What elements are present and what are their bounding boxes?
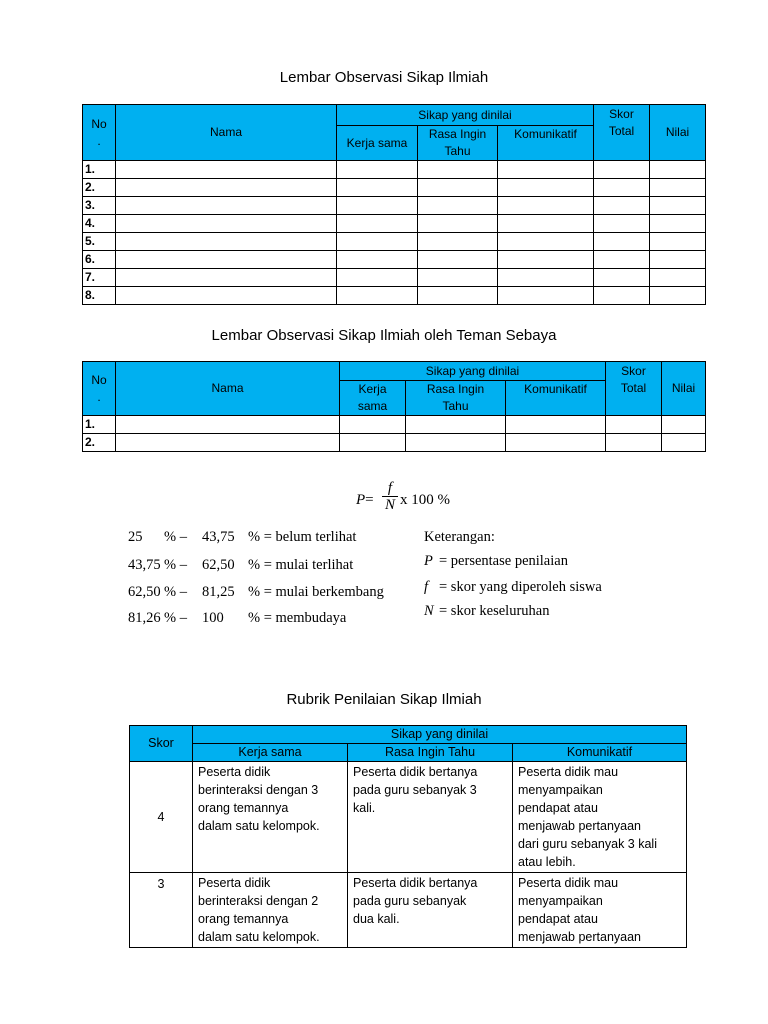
table3-title: Rubrik Penilaian Sikap Ilmiah [286,691,482,708]
table2-title: Lembar Observasi Sikap Ilmiah oleh Teman Sebaya [211,327,557,344]
header-komunikatif: Komunikatif [513,744,687,762]
table-row: 1. [83,416,706,434]
header-skor: Skor [130,726,193,762]
rubrik-table [129,725,687,948]
kerja-sama-cell: Peserta didik berinteraksi dengan 3 orang temannya dalam satu kelompok. [193,762,348,873]
header-no: No . [83,362,116,416]
rasa-ingin-tahu-cell: Peserta didik bertanya pada guru sebanyak dua kali. [348,873,513,948]
header-nama: Nama [116,105,337,161]
header-kerja-sama: Kerja sama [340,381,406,416]
table-row: 7. [83,269,706,287]
header-sikap: Sikap yang dinilai [193,726,687,744]
header-sikap: Sikap yang dinilai [340,362,606,381]
header-rasa-ingin-tahu: Rasa Ingin Tahu [348,744,513,762]
table1-title: Lembar Observasi Sikap Ilmiah [279,69,489,86]
observasi-teman-table [82,361,706,452]
header-kerja-sama: Kerja sama [337,126,418,161]
komunikatif-cell: Peserta didik mau menyampaikan pendapat atau menjawab pertanyaan [513,873,687,948]
table-row: 1. [83,161,706,179]
header-skor-total: Skor Total [606,362,662,416]
header-komunikatif: Komunikatif [506,381,606,416]
rasa-ingin-tahu-cell: Peserta didik bertanya pada guru sebanyak 3 kali. [348,762,513,873]
table-row: 2. [83,434,706,452]
skor-cell: 3 [130,873,193,948]
kerja-sama-cell: Peserta didik berinteraksi dengan 2 orang temannya dalam satu kelompok. [193,873,348,948]
table-row: 4. [83,215,706,233]
table-row: 2. [83,179,706,197]
header-nilai: Nilai [662,362,706,416]
header-no: No . [83,105,116,161]
table-row: 8. [83,287,706,305]
table-row [130,873,687,948]
header-komunikatif: Komunikatif [498,126,594,161]
header-skor-total: Skor Total [594,105,650,161]
observasi-table [82,104,706,305]
table-row: 6. [83,251,706,269]
skor-cell: 4 [130,762,193,873]
table-row: 5. [83,233,706,251]
table-row: 3. [83,197,706,215]
komunikatif-cell: Peserta didik mau menyampaikan pendapat atau menjawab pertanyaan dari guru sebanyak 3 kali atau lebih. [513,762,687,873]
header-sikap: Sikap yang dinilai [337,105,594,126]
header-nama: Nama [116,362,340,416]
header-rasa-ingin-tahu: Rasa Ingin Tahu [406,381,506,416]
header-rasa-ingin-tahu: Rasa Ingin Tahu [418,126,498,161]
keterangan-title: Keterangan: [424,529,495,545]
header-kerja-sama: Kerja sama [193,744,348,762]
header-nilai: Nilai [650,105,706,161]
table-row [130,762,687,873]
